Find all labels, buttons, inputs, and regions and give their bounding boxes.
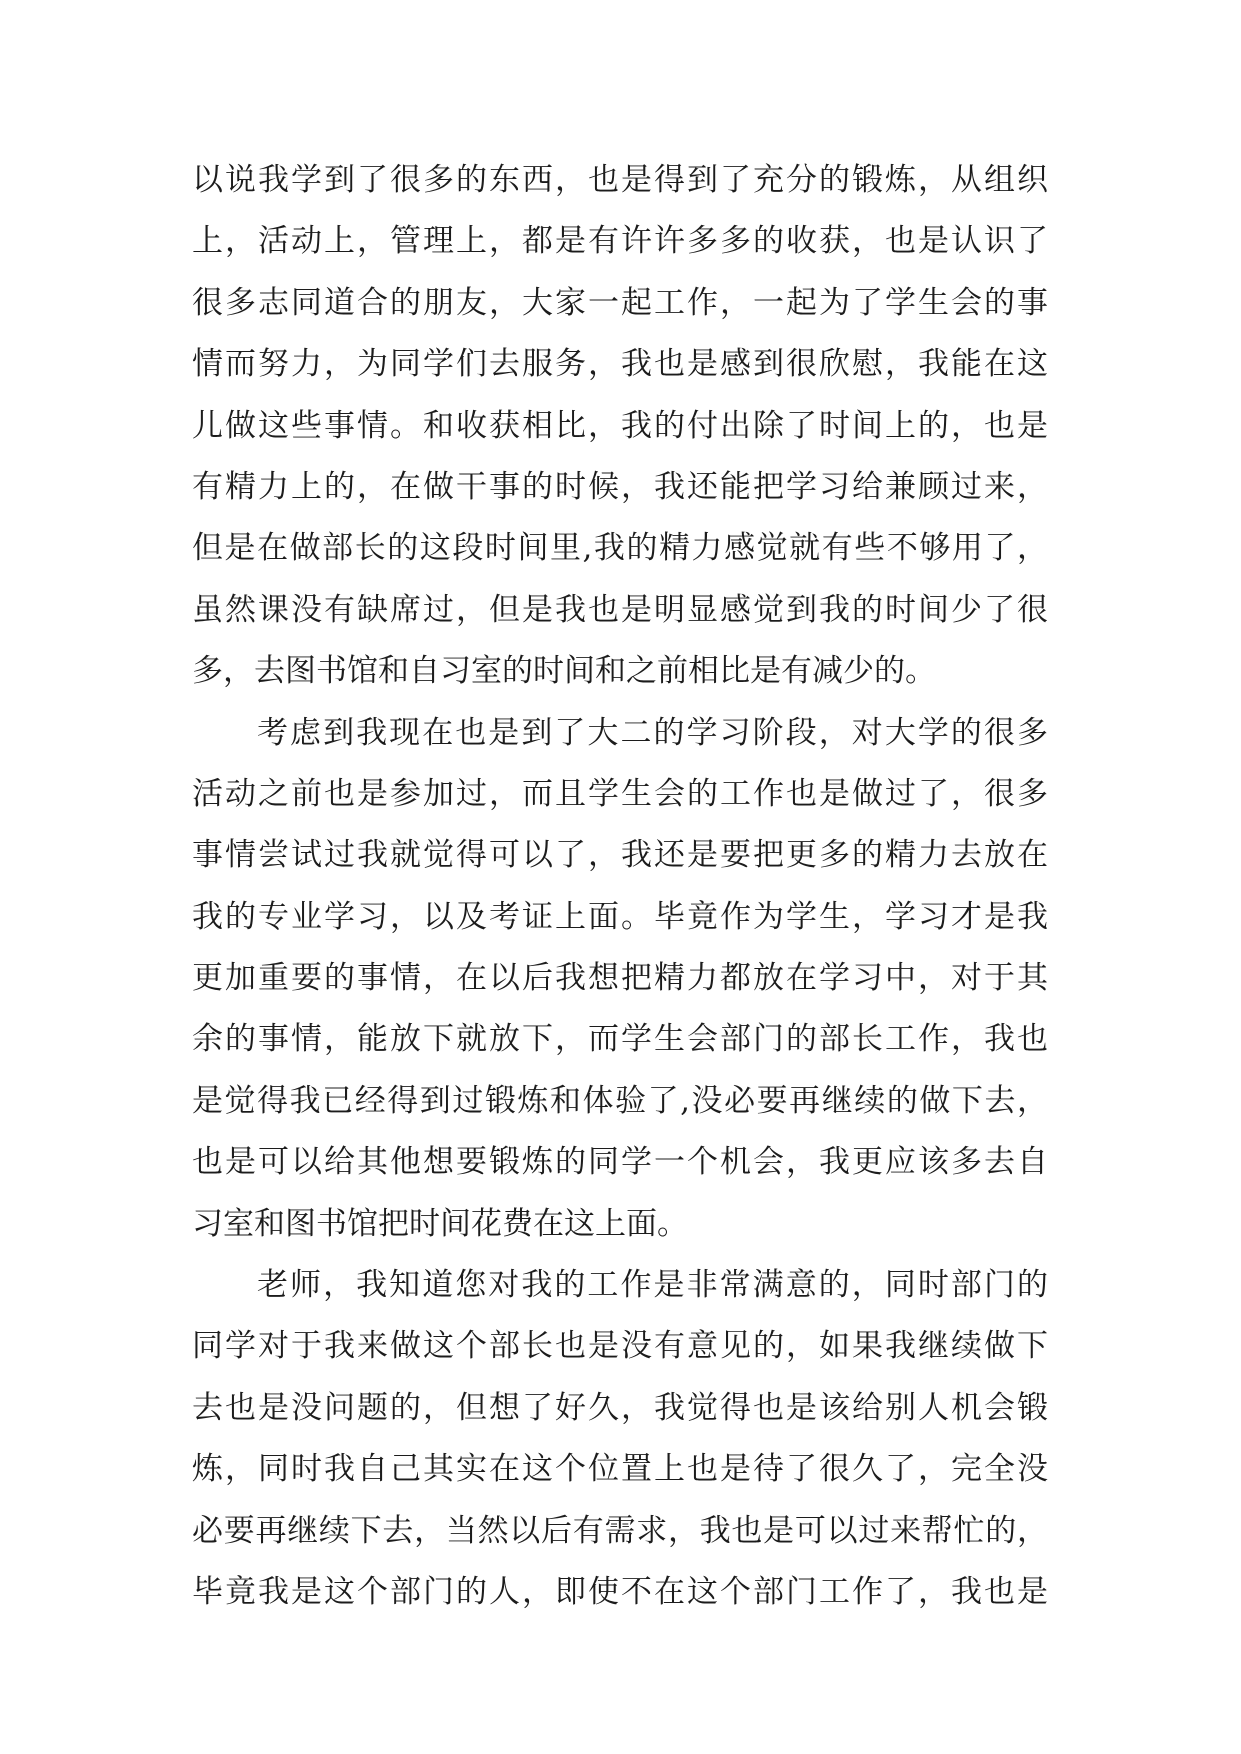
text-line: 虽然课没有缺席过，但是我也是明显感觉到我的时间少了很 [192,591,1048,628]
text-line: 多，去图书馆和自习室的时间和之前相比是有减少的。 [192,653,936,690]
text-line: 事情尝试过我就觉得可以了，我还是要把更多的精力去放在 [192,837,1048,874]
text-line: 去也是没问题的，但想了好久，我觉得也是该给别人机会锻 [192,1389,1048,1426]
text-line: 炼，同时我自己其实在这个位置上也是待了很久了，完全没 [192,1451,1048,1488]
text-line: 也是可以给其他想要锻炼的同学一个机会，我更应该多去自 [192,1144,1048,1181]
text-line: 儿做这些事情。和收获相比，我的付出除了时间上的，也是 [192,407,1048,444]
document-body [192,150,1048,1623]
text-line: 有精力上的，在做干事的时候，我还能把学习给兼顾过来， [192,468,1048,505]
text-line: 同学对于我来做这个部长也是没有意见的，如果我继续做下 [192,1328,1048,1365]
text-line: 我的专业学习，以及考证上面。毕竟作为学生，学习才是我 [192,898,1048,935]
text-line: 习室和图书馆把时间花费在这上面。 [192,1205,688,1242]
paragraph-3 [192,1255,1048,1623]
text-line: 是觉得我已经得到过锻炼和体验了,没必要再继续的做下去， [192,1082,1048,1119]
text-line: 余的事情，能放下就放下，而学生会部门的部长工作，我也 [192,1021,1048,1058]
text-line: 毕竟我是这个部门的人，即使不在这个部门工作了，我也是 [192,1573,1048,1610]
text-line: 考虑到我现在也是到了大二的学习阶段，对大学的很多 [257,714,1048,751]
paragraph-2 [192,703,1048,1256]
text-line: 以说我学到了很多的东西，也是得到了充分的锻炼，从组织 [192,162,1048,198]
text-line: 活动之前也是参加过，而且学生会的工作也是做过了，很多 [192,775,1048,812]
text-line: 老师，我知道您对我的工作是非常满意的，同时部门的 [257,1267,1048,1304]
paragraph-1 [192,150,1048,703]
text-line: 更加重要的事情，在以后我想把精力都放在学习中，对于其 [192,960,1048,997]
text-line: 上，活动上，管理上，都是有许许多多的收获，也是认识了 [192,223,1048,260]
text-line: 情而努力，为同学们去服务，我也是感到很欣慰，我能在这 [192,346,1048,383]
text-line: 但是在做部长的这段时间里,我的精力感觉就有些不够用了， [192,530,1048,567]
text-line: 很多志同道合的朋友，大家一起工作，一起为了学生会的事 [192,284,1048,321]
text-line: 必要再继续下去，当然以后有需求，我也是可以过来帮忙的， [192,1512,1048,1549]
